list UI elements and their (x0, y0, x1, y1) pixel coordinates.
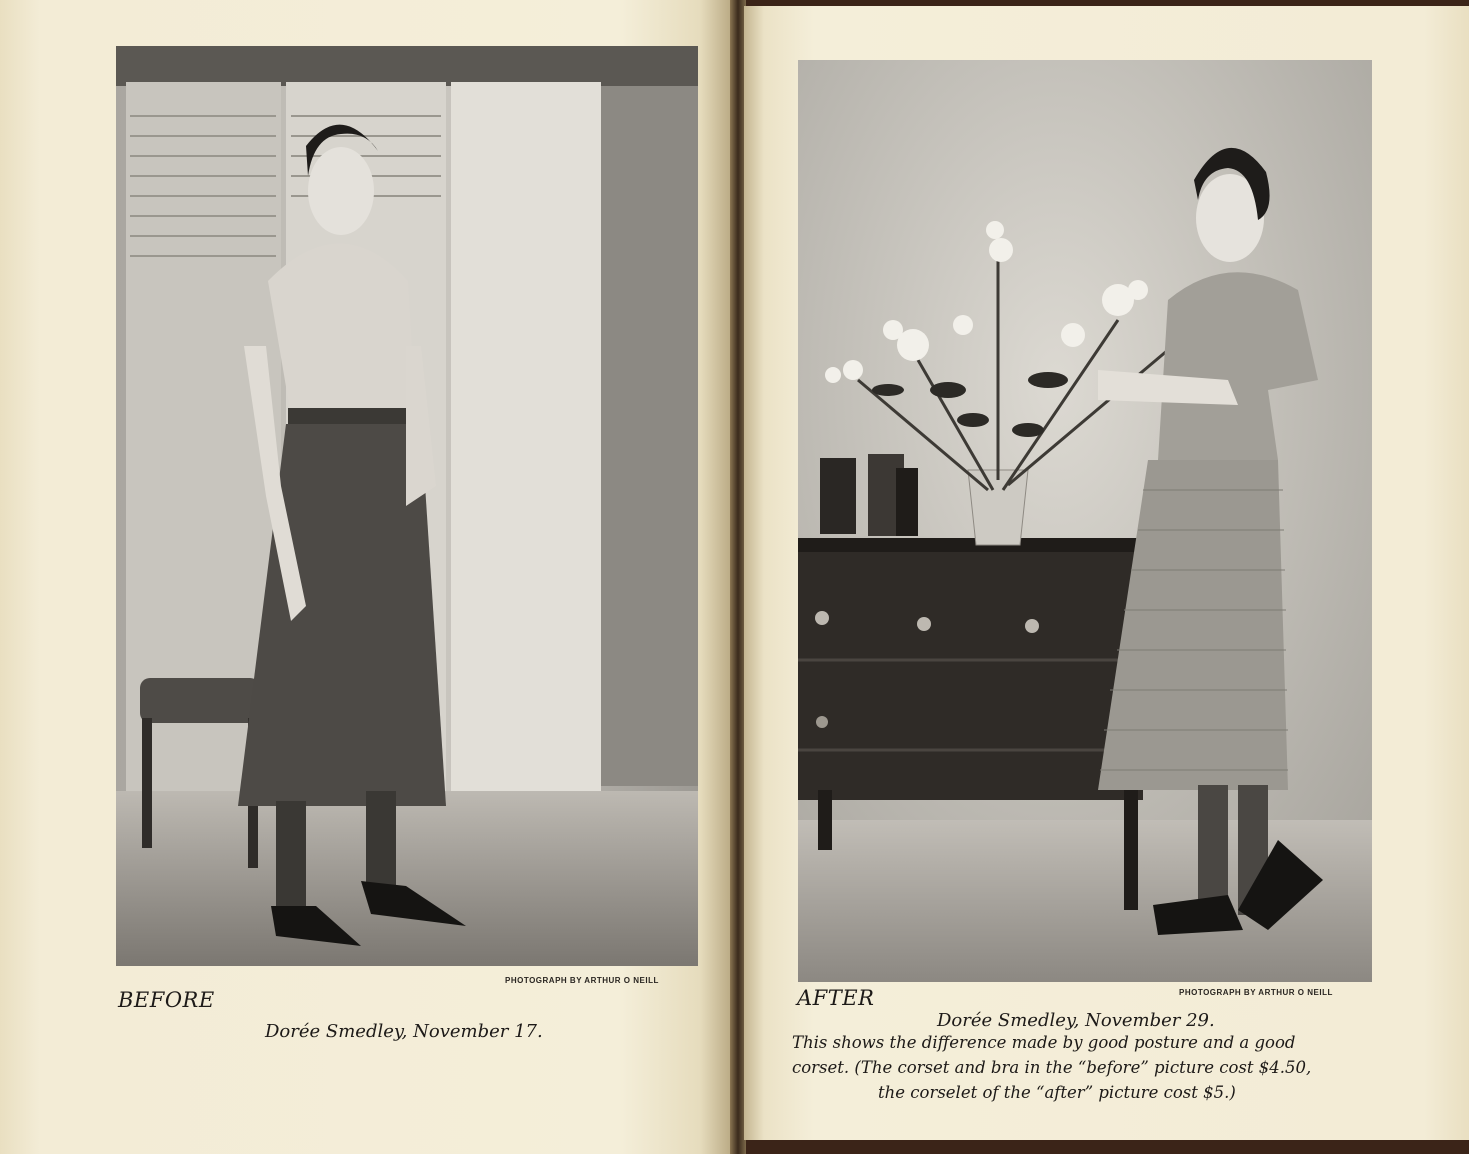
after-label: AFTER (797, 986, 875, 1010)
before-photo (116, 46, 698, 966)
right-page (744, 6, 1469, 1140)
before-label: BEFORE (118, 988, 215, 1012)
after-photo (798, 60, 1372, 982)
before-photo-image (116, 46, 698, 966)
before-photo-credit: PHOTOGRAPH BY ARTHUR O NEILL (505, 976, 659, 985)
after-photo-credit: PHOTOGRAPH BY ARTHUR O NEILL (1179, 988, 1333, 997)
before-caption: Dorée Smedley, November 17. (265, 1021, 543, 1042)
after-note-line-2: corset. (The corset and bra in the “before” picture cost $4.50, (792, 1058, 1312, 1077)
after-note-line-3: the corselet of the “after” picture cost $5.) (878, 1083, 1236, 1102)
after-note-line-1: This shows the difference made by good posture and a good (792, 1033, 1296, 1052)
after-caption: Dorée Smedley, November 29. (937, 1010, 1215, 1031)
after-photo-image (798, 60, 1372, 982)
left-page (0, 0, 732, 1154)
after-note (792, 1030, 1422, 1105)
